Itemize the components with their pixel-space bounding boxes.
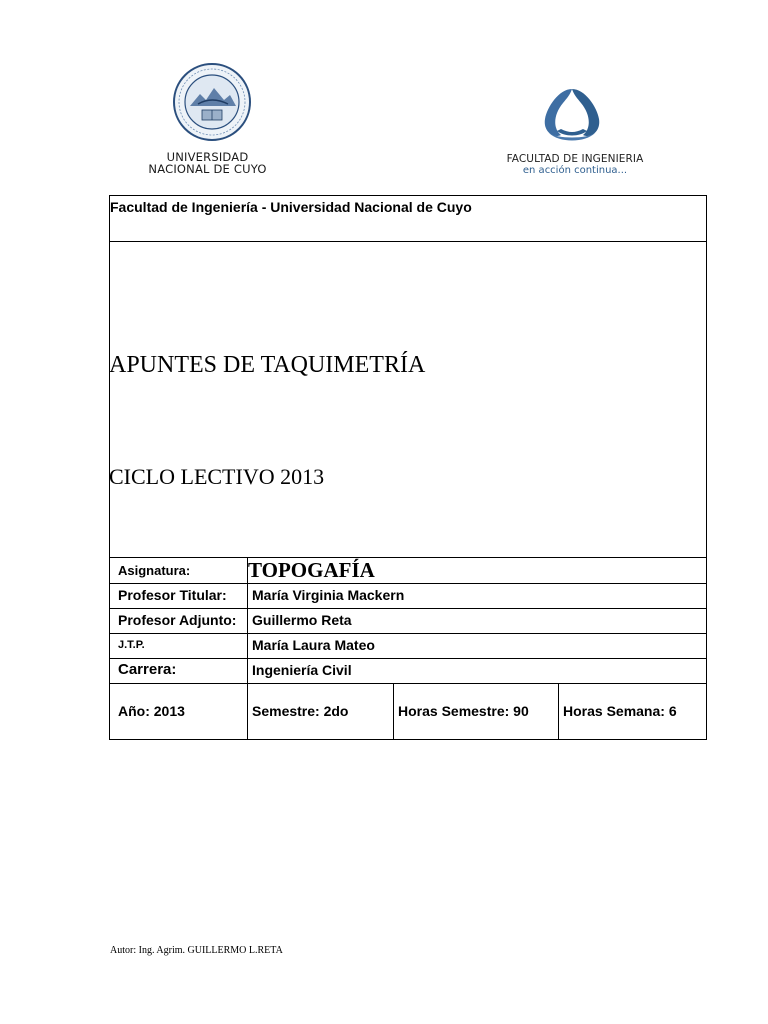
titular-label: Profesor Titular: <box>118 587 227 603</box>
table-divider <box>109 608 707 609</box>
uncuyo-seal-icon <box>172 60 252 144</box>
university-name-line1: UNIVERSIDAD <box>166 150 249 164</box>
table-divider <box>109 557 707 558</box>
adjunto-label: Profesor Adjunto: <box>118 612 237 628</box>
year-cell: Año: 2013 <box>118 703 185 719</box>
adjunto-value: Guillermo Reta <box>252 612 352 628</box>
weekly-hours-cell: Horas Semana: 6 <box>563 703 677 719</box>
table-divider <box>109 633 707 634</box>
academic-cycle: CICLO LECTIVO 2013 <box>109 464 325 489</box>
carrera-value: Ingeniería Civil <box>252 662 352 678</box>
faculty-logo <box>495 85 655 180</box>
table-divider <box>109 658 707 659</box>
semester-hours-cell: Horas Semestre: 90 <box>398 703 529 719</box>
table-column-divider <box>393 683 394 740</box>
faculty-tagline: en acción continua... <box>522 165 628 176</box>
table-divider <box>109 583 707 584</box>
header-row <box>109 195 707 242</box>
university-name-line2: NACIONAL DE CUYO <box>148 162 267 176</box>
institution-heading: Facultad de Ingeniería - Universidad Nacional de Cuyo <box>110 199 472 215</box>
asignatura-value: TOPOGAFÍA <box>248 558 375 582</box>
table-column-divider <box>247 557 248 740</box>
semester-cell: Semestre: 2do <box>252 703 349 719</box>
jtp-label: J.T.P. <box>118 639 145 651</box>
faculty-triangle-icon <box>539 85 605 143</box>
university-logo <box>140 60 275 180</box>
table-column-divider <box>558 683 559 740</box>
carrera-label: Carrera: <box>118 661 177 678</box>
jtp-value: María Laura Mateo <box>252 637 375 653</box>
faculty-name: FACULTAD DE INGENIERIA <box>506 153 644 165</box>
asignatura-label: Asignatura: <box>118 563 191 578</box>
footer-author: Autor: Ing. Agrim. GUILLERMO L.RETA <box>110 945 283 956</box>
table-divider <box>109 683 707 684</box>
document-title: APUNTES DE TAQUIMETRÍA <box>109 352 426 378</box>
titular-value: María Virginia Mackern <box>252 587 405 603</box>
